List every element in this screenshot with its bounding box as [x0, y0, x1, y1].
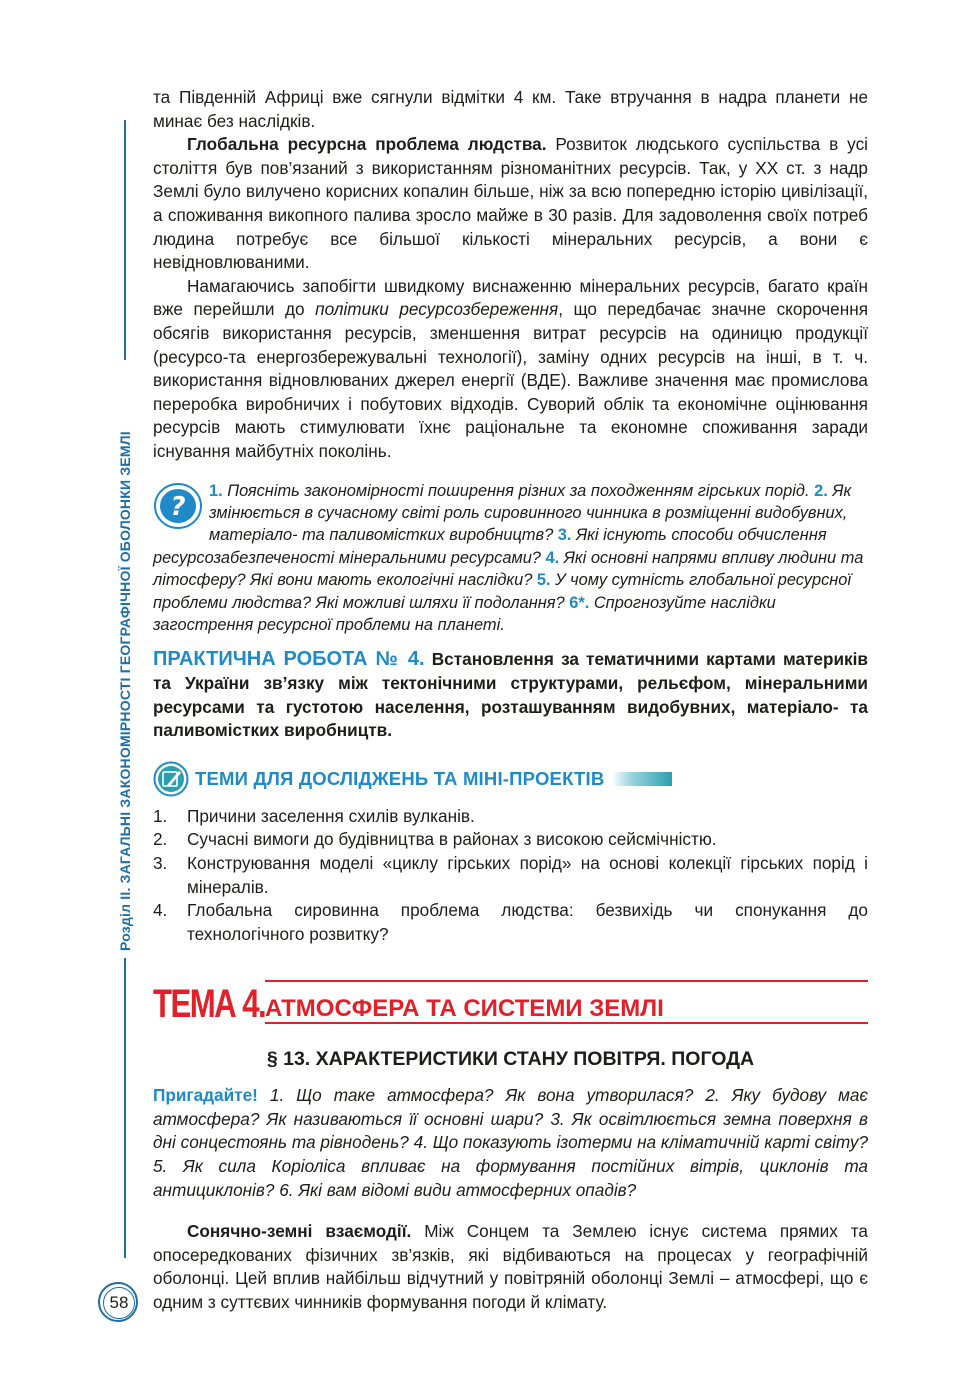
question-text: Спрогнозуйте наслідки загострення ресурсної проблеми на планеті. [153, 593, 776, 634]
question-number: 3. [557, 526, 572, 545]
question-text: Які існують способи обчислення ресурсозабезпеченості мінеральними ресурсами? [153, 526, 827, 567]
question-text: У чому сутність глобальної ресурсної проблеми людства? Які можливі шляхи її подолання? [153, 571, 852, 612]
questions-text [153, 482, 863, 634]
section-title: Розділ ІІ. ЗАГАЛЬНІ ЗАКОНОМІРНОСТІ ГЕОГРАФІЧНОЇ ОБОЛОНКИ ЗЕМЛІ [117, 431, 133, 951]
page-number: 58 [103, 1287, 135, 1319]
paragraph-last-text: Між Сонцем та Землею існує система прямих та опосередкованих фізичних зв’язків, які відбиваються на процесах у географічній оболонці. Цей вплив найбільш відчутний у повітряній оболонці Землі – атмосфері, що є одним з суттєвих чинників формування погоди й клімату. [153, 1221, 868, 1313]
paragraph-2 [153, 133, 868, 275]
questions-block [153, 480, 868, 637]
paragraph-3-text-a: Намагаючись запобігти швидкому виснаженню мінеральних ресурсів, багато країн вже перейшли до [153, 275, 868, 320]
practical-work-text: Встановлення за тематичними картами материків та України зв’язку між тектонічними структурами, рельєфом, мінеральними ресурсами та густотою населення, розташуванням видобувних, матеріало- та паливомістких виробництв. [153, 649, 869, 741]
tema-top-rule [265, 980, 868, 982]
tema-title: АТМОСФЕРА ТА СИСТЕМИ ЗЕМЛІ [265, 994, 664, 1022]
recall-heading: Пригадайте! [153, 1085, 258, 1106]
question-number: 6*. [569, 593, 590, 612]
list-text: Глобальна сировинна проблема людства: безвихідь чи спонукання до технологічного розвитку? [187, 900, 868, 944]
question-number: 2. [814, 481, 828, 500]
question-number: 5. [536, 571, 551, 590]
sidebar-line-top [124, 120, 126, 360]
list-item [153, 805, 868, 829]
recall-text: 1. Що таке атмосфера? Як вона утворилася? 2. Яку будову має атмосфера? Як називаються її основні шари? 3. Як освітлюється земна поверхня в дні сонцестоянь та рівнодень? 4. Що показують ізотерми на кліматичній карті світу? 5. Як сила Коріоліса впливає на формування постійних вітрів, циклонів та антициклонів? 6. Які вам відомі види атмосферних опадів? [153, 1085, 868, 1200]
list-number: 3. [153, 852, 168, 873]
tema-heading [153, 982, 868, 1027]
pencil-icon [153, 761, 189, 797]
list-number: 2. [153, 829, 168, 850]
recall-block [153, 1084, 868, 1202]
tema-bottom-rule [265, 1022, 868, 1024]
list-text: Сучасні вимоги до будівництва в районах з високою сейсмічністю. [187, 829, 717, 850]
paragraph-last-heading: Сонячно-земні взаємодії. [187, 1221, 412, 1242]
topics-title: ТЕМИ ДЛЯ ДОСЛІДЖЕНЬ ТА МІНІ-ПРОЕКТІВ [195, 767, 605, 789]
question-number: 1. [209, 481, 223, 500]
paragraph-3-text-b: , що передбачає значне скорочення обсягів використання ресурсів, зменшення витрат ресурсів на одиницю продукції (ресурсо-та енергозбережувальні технології), заміну одних ресурсів на інші, в т. ч. використання відновлюваних джерел енергії (ВДЕ). Важливе значення має промислова переробка виробничих і побутових відходів. Суворий облік та економічне оцінювання ресурсів мають стимулювати їхнє раціональне та економне споживання заради існування майбутніх поколінь. [153, 299, 869, 461]
list-number: 4. [153, 900, 168, 921]
page-content [153, 86, 868, 1315]
tema-number: ТЕМА 4. [153, 982, 266, 1027]
paragraph-3-term: політики ресурсозбереження [315, 299, 559, 320]
paragraph-3 [153, 275, 868, 464]
question-text: Які основні напрями впливу людини та літосферу? Які вони мають екологічні наслідки? [153, 548, 864, 590]
paragraph-2-heading: Глобальна ресурсна проблема людства. [187, 134, 547, 155]
tema-title-wrap [265, 982, 868, 1024]
paragraph-last [153, 1220, 868, 1314]
paragraph-2-text: Розвиток людського суспільства в усі століття був пов’язаний з використанням різноманітних ресурсів. Так, у ХХ ст. з надр Землі було вилучено корисних копалин більше, ніж за всю попередню історію цивілізації, а споживання викопного палива зросло майже в 30 разів. Для задоволення своїх потреб людина потребує все більшої кількості мінеральних ресурсів, а вони є невідновлюваними. [153, 134, 868, 273]
practical-work [153, 648, 868, 742]
sidebar-line-bottom [124, 958, 126, 1258]
topics-list [153, 805, 868, 947]
list-number: 1. [153, 805, 168, 826]
question-text: Поясніть закономірності поширення різних за походженням гірських порід. [222, 481, 815, 500]
topics-header [153, 761, 868, 797]
list-item [153, 852, 868, 899]
paragraph-title: § 13. ХАРАКТЕРИСТИКИ СТАНУ ПОВІТРЯ. ПОГОДА [266, 1048, 755, 1071]
list-item [153, 899, 868, 946]
list-text: Причини заселення схилів вулканів. [187, 805, 475, 826]
question-text: Як змінюється в сучасному світі роль сировинного чинника в розміщенні видобувних, матеріало- та паливомістких виробництв? [209, 481, 852, 545]
list-item [153, 828, 868, 852]
question-number: 4. [545, 548, 560, 567]
page-number-badge [98, 1282, 138, 1322]
topics-decor-bar [612, 772, 672, 786]
practical-work-heading: ПРАКТИЧНА РОБОТА № 4. [153, 648, 425, 671]
list-text: Конструювання моделі «циклу гірських порід» на основі колекції гірських порід і мінералів. [187, 852, 868, 897]
svg-text:?: ? [170, 491, 186, 522]
question-icon [153, 482, 203, 530]
paragraph-1: та Південній Африці вже сягнули відмітки 4 км. Таке втручання в надра планети не минає без наслідків. [153, 87, 868, 131]
